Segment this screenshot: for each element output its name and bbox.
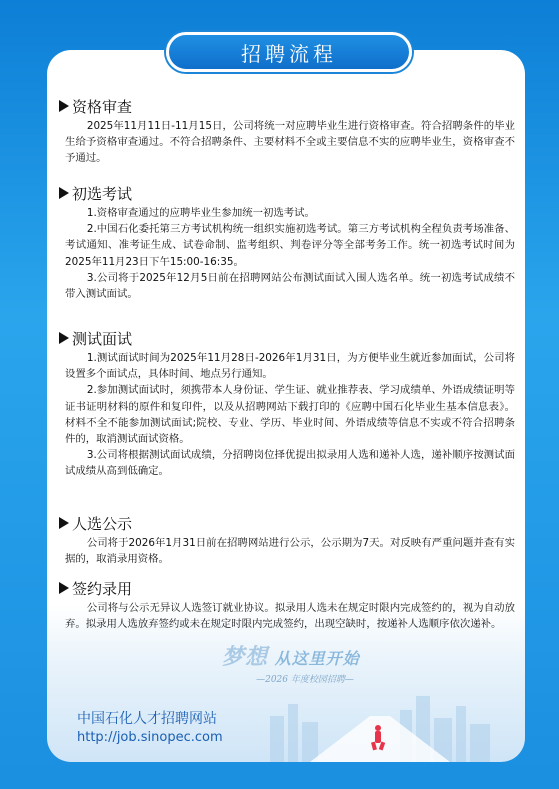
section-paragraph: 3.公司将根据测试面试成绩，分招聘岗位择优提出拟录用人选和递补人选，递补顺序按测试面试成绩从高到低确定。 bbox=[65, 449, 515, 478]
city-skyline-illustration bbox=[250, 676, 510, 762]
section-heading: 人选公示 bbox=[72, 514, 133, 533]
triangle-bullet-icon bbox=[59, 187, 69, 199]
section-paragraph: 1.资格审查通过的应聘毕业生参加统一初选考试。 bbox=[86, 207, 315, 219]
section-heading: 资格审查 bbox=[72, 97, 133, 116]
campaign-label: —2026 年度校园招聘— bbox=[256, 675, 354, 685]
section-heading: 测试面试 bbox=[72, 329, 133, 348]
triangle-bullet-icon bbox=[59, 332, 69, 344]
section-paragraph: 公司将于2026年1月31日前在招聘网站进行公示，公示期为7天。对反映有严重问题并查有实据的，取消录用资格。 bbox=[65, 537, 515, 566]
slogan-start-here: 从这里开始 bbox=[274, 649, 360, 668]
section-signing-employment bbox=[59, 578, 517, 632]
section-paragraph: 1.测试面试时间为2025年11月28日-2026年1月31日，为方便毕业生就近参加面试，公司将设置多个面试点，具体时间、地点另行通知。 bbox=[65, 352, 515, 381]
section-heading: 签约录用 bbox=[72, 579, 133, 598]
section-paragraph: 2.参加测试面试时，须携带本人身份证、学生证、就业推荐表、学习成绩单、外语成绩证明等证书证明材料的原件和复印件，以及从招聘网站下载打印的《应聘中国石化毕业生基本信息表》。材料不全不能参加测试面试;院校、专业、学历、毕业时间、外语成绩等信息不实或不符合招聘条件的，取消测试面试资格。 bbox=[65, 384, 515, 446]
section-paragraph: 2025年11月11日-11月15日，公司将统一对应聘毕业生进行资格审查。符合招聘条件的毕业生给予资格审查通过。不符合招聘条件、主要材料不全或主要信息不实的应聘毕业生，资格审查不予通过。 bbox=[65, 120, 515, 165]
section-preliminary-exam bbox=[59, 183, 517, 302]
section-heading: 初选考试 bbox=[72, 184, 133, 203]
section-paragraph: 公司将与公示无异议人选签订就业协议。拟录用人选未在规定时限内完成签约的，视为自动放弃。拟录用人选放弃签约或未在规定时限内完成签约，出现空缺时，按递补人选顺序依次递补。 bbox=[65, 602, 515, 631]
recruitment-site-url[interactable]: http://job.sinopec.com bbox=[77, 730, 223, 745]
section-qualification-review bbox=[59, 96, 517, 167]
section-paragraph: 2.中国石化委托第三方考试机构统一组织实施初选考试。第三方考试机构全程负责考场准备、考试通知、准考证生成、试卷命制、监考组织、判卷评分等全部考务工作。统一初选考试时间为2025年11月23日下午15:00-16:35。 bbox=[65, 223, 515, 268]
triangle-bullet-icon bbox=[59, 100, 69, 112]
section-test-interview bbox=[59, 328, 517, 480]
recruitment-site-name: 中国石化人才招聘网站 bbox=[77, 711, 217, 727]
section-paragraph: 3.公司将于2025年12月5日前在招聘网站公布测试面试入围人选名单。统一初选考试成绩不带入测试面试。 bbox=[65, 271, 515, 301]
triangle-bullet-icon bbox=[59, 582, 69, 594]
section-candidate-publicity bbox=[59, 513, 517, 567]
slogan bbox=[222, 640, 392, 668]
triangle-bullet-icon bbox=[59, 517, 69, 529]
page-title: 招聘流程 bbox=[166, 32, 412, 72]
slogan-dream: 梦想 bbox=[222, 644, 269, 670]
